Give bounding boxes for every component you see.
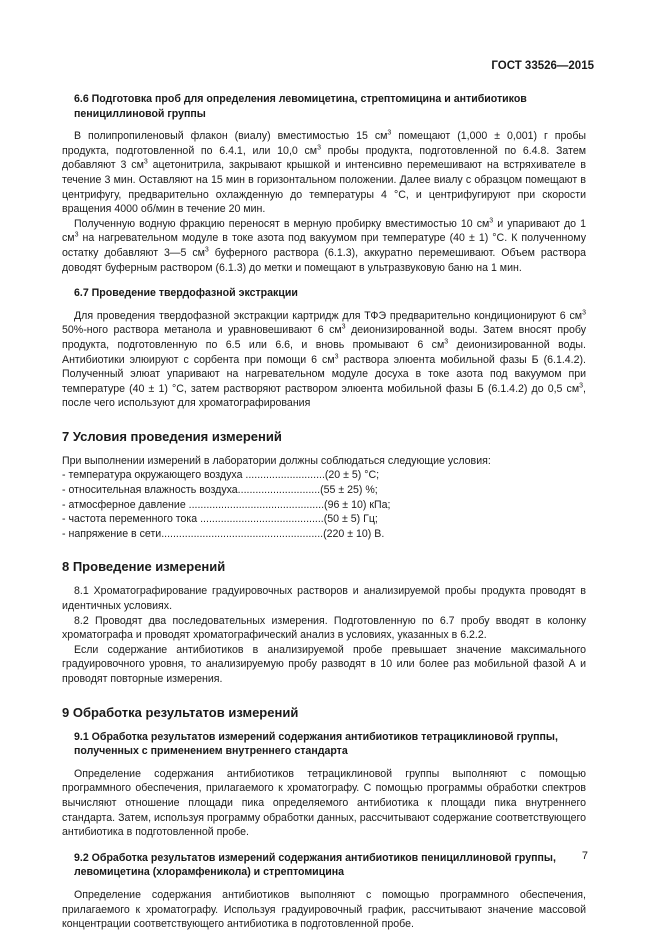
condition-item: - частота переменного тока ..........................................(50 ± 5) Гц;	[62, 513, 378, 526]
section-6-7-paragraph: Для проведения твердофазной экстракции картридж для ТФЭ предварительно кондиционируют 6 $см^3$ 50%-ного раствора метанола и уравновешивают 6 $см^3$ деионизированной воды. Затем вносят пробу продукта, подготовленную по 6.5 или 6.6, и вновь промывают 6 $см^3$ деионизированной воды. Антибиотики элюируют с сорбента при помощи 6 $см^3$ раствора элюента мобильной фазы Б (6.1.4.2). Полученный элюат упаривают на нагревательном модуле досуха в токе азота под вакуумом при температуре (40 ± 1) °С, затем растворяют раствором элюента мобильной фазы Б (6.1.4.2) до 0,5 $см^3$, после чего используют для хроматографирования	[62, 309, 586, 410]
section-8-title: 8 Проведение измерений	[62, 559, 226, 575]
section-8-2-paragraph-2: Если содержание антибиотиков в анализируемой пробе превышает значение максимального градуировочного уровня, то анализируемую пробу разводят в 10 или более раз мобильной фазой А и проводят повторные измерения.	[62, 643, 586, 685]
page-content	[62, 92, 586, 932]
conditions-intro: При выполнении измерений в лаборатории должны соблюдаться следующие условия:	[62, 454, 491, 467]
section-9-1-title: 9.1 Обработка результатов измерений содержания антибиотиков тетрациклиновой группы, полученных с применением внутреннего стандарта	[74, 730, 558, 758]
condition-item: - температура окружающего воздуха ...........................(20 ± 5) °С;	[62, 469, 380, 482]
page-number: 7	[581, 850, 588, 862]
section-9-1-paragraph: Определение содержания антибиотиков тетрациклиновой группы выполняют с помощью программного обеспечения, прилагаемого к хроматографу. С помощью программы обработки спектров вычисляют отношение площади пика определяемого антибиотика к площади пика внутреннего стандарта. Затем, используя программу обработки данных, рассчитывают содержание соответствующего антибиотика в подготовленной пробе.	[62, 767, 586, 839]
document-id: ГОСТ 33526—2015	[491, 60, 594, 72]
section-6-6-paragraph-1: В полипропиленовый флакон (виалу) вместимостью 15 $см^3$ помещают (1,000 ± 0,001) г пробы продукта, подготовленной по 6.4.1, или 10,0 $см^3$ пробы продукта, подготовленной по 6.4.8. Затем добавляют 3 $см^3$ ацетонитрила, закрывают крышкой и интенсивно перемешивают на встряхивателе в течение 3 мин. Оставляют на 15 мин в горизонтальном положении. Далее виалу с образцом помещают в центрифугу, предварительно охлажденную до температуры 4 °С, и центрифугируют при скорости вращения 4000 об/мин в течение 20 мин.	[62, 129, 587, 216]
section-9-title: 9 Обработка результатов измерений	[62, 704, 299, 720]
section-8-1-paragraph: 8.1 Хроматографирование градуировочных растворов и анализируемой пробы продукта проводят в идентичных условиях.	[62, 585, 586, 613]
section-9-2-paragraph: Определение содержания антибиотиков выполняют с помощью программного обеспечения, прилагаемого к хроматографу. Используя градуировочный график, рассчитывают значение массовой концентрации соответствующего антибиотика в подготовленной пробе.	[62, 888, 586, 931]
section-8-2-paragraph: 8.2 Проводят два последовательных измерения. Подготовленную по 6.7 пробу вводят в колонку хроматографа и проводят хроматографический анализ в условиях, указанных в 6.2.2.	[62, 614, 586, 642]
section-7-title: 7 Условия проведения измерений	[62, 428, 282, 444]
section-6-6-paragraph-2: Полученную водную фракцию переносят в мерную пробирку вместимостью 10 $см^3$ и упаривают до 1 $см^3$ на нагревательном модуле в токе азота под вакуумом при температуре (40 ± 1) °С. К полученному остатку добавляют 3—5 $см^3$ буферного раствора (6.1.3), аккуратно перемешивают. Объем раствора доводят буферным раствором (6.1.3) до метки и помещают в ультразвуковую баню на 1 мин.	[62, 217, 587, 274]
condition-item: - относительная влажность воздуха............................(55 ± 25) %;	[62, 484, 378, 497]
condition-item: - атмосферное давление ..............................................(96 ± 10) кПа;	[62, 498, 391, 511]
section-9-2-title: 9.2 Обработка результатов измерений содержания антибиотиков пенициллиновой группы, левомицетина (хлорамфеникола) и стрептомицина	[74, 851, 556, 879]
section-6-6-title: 6.6 Подготовка проб для определения левомицетина, стрептомицина и антибиотиков пенициллиновой группы	[74, 93, 527, 120]
measurement-conditions	[62, 454, 586, 542]
section-6-7-title: 6.7 Проведение твердофазной экстракции	[74, 287, 298, 300]
condition-item: - напряжение в сети.......................................................(220 ± 10) В.	[62, 527, 385, 540]
